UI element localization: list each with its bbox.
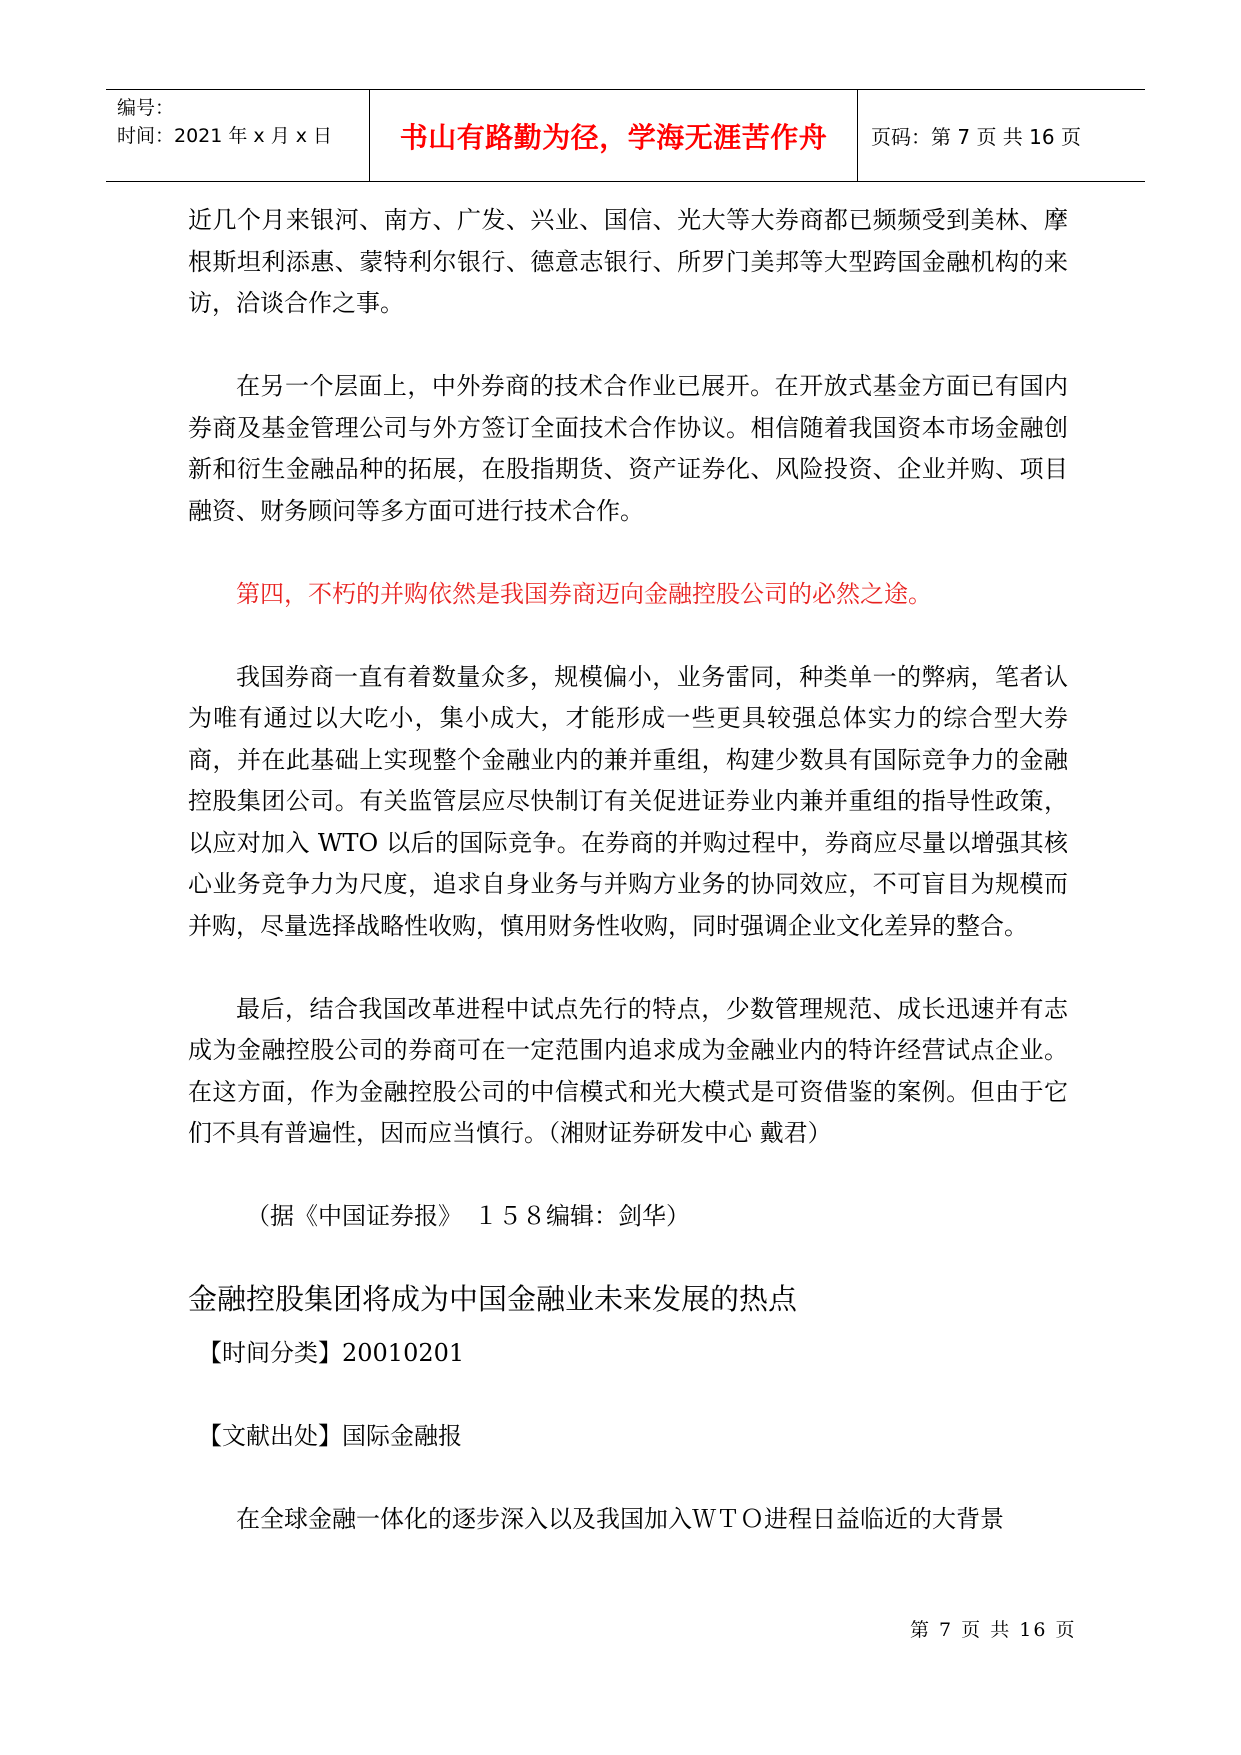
header-page-number: 页码：第 7 页 共 16 页 xyxy=(871,125,1081,149)
paragraph: 在另一个层面上，中外券商的技术合作业已展开。在开放式基金方面已有国内券商及基金管理公司与外方签订全面技术合作协议。相信随着我国资本市场金融创新和衍生金融品种的拓展，在股指期货、资产证券化、风险投资、企业并购、项目融资、财务顾问等多方面可进行技术合作。 xyxy=(188,372,1068,525)
article-title: 金融控股集团将成为中国金融业未来发展的热点 xyxy=(188,1282,798,1316)
header-meta xyxy=(106,90,370,181)
header-time: 时间：2021 年 x 月 x 日 xyxy=(117,125,333,147)
highlighted-paragraph: 第四，不朽的并购依然是我国券商迈向金融控股公司的必然之途。 xyxy=(236,579,932,608)
citation: （据《中国证券报》 １５８编辑：剑华） xyxy=(246,1202,690,1230)
paragraph: 我国券商一直有着数量众多，规模偏小，业务雷同，种类单一的弊病，笔者认为唯有通过以大吃小，集小成大，才能形成一些更具较强总体实力的综合型大券商，并在此基础上实现整个金融业内的兼并重组，构建少数具有国际竞争力的金融控股集团公司。有关监管层应尽快制订有关促进证券业内兼并重组的指导性政策，以应对加入 WTO 以后的国际竞争。在券商的并购过程中，券商应尽量以增强其核心业务竞争力为尺度，追求自身业务与并购方业务的协同效应，不可盲目为规模而并购，尽量选择战略性收购，慎用财务性收购，同时强调企业文化差异的整合。 xyxy=(188,662,1068,940)
page-footer: 第 7 页 共 16 页 xyxy=(910,1619,1077,1641)
paragraph: 最后，结合我国改革进程中试点先行的特点，少数管理规范、成长迅速并有志成为金融控股公司的券商可在一定范围内追求成为金融业内的特许经营试点企业。在这方面，作为金融控股公司的中信模式和光大模式是可资借鉴的案例。但由于它们不具有普遍性，因而应当慎行。（湘财证券研发中心 戴君） xyxy=(188,994,1068,1147)
header-motto: 书山有路勤为径，学海无涯苦作舟 xyxy=(370,90,858,181)
page-header xyxy=(106,89,1145,182)
paragraph: 近几个月来银河、南方、广发、兴业、国信、光大等大券商都已频频受到美林、摩根斯坦利添惠、蒙特利尔银行、德意志银行、所罗门美邦等大型跨国金融机构的来访，洽谈合作之事。 xyxy=(188,206,1068,317)
time-classification: 【时间分类】20010201 xyxy=(198,1338,465,1367)
document-body xyxy=(188,200,1068,1540)
document-source: 【文献出处】国际金融报 xyxy=(198,1421,462,1450)
header-number: 编号： xyxy=(117,97,175,119)
paragraph: 在全球金融一体化的逐步深入以及我国加入ＷＴＯ进程日益临近的大背景 xyxy=(236,1504,1004,1533)
